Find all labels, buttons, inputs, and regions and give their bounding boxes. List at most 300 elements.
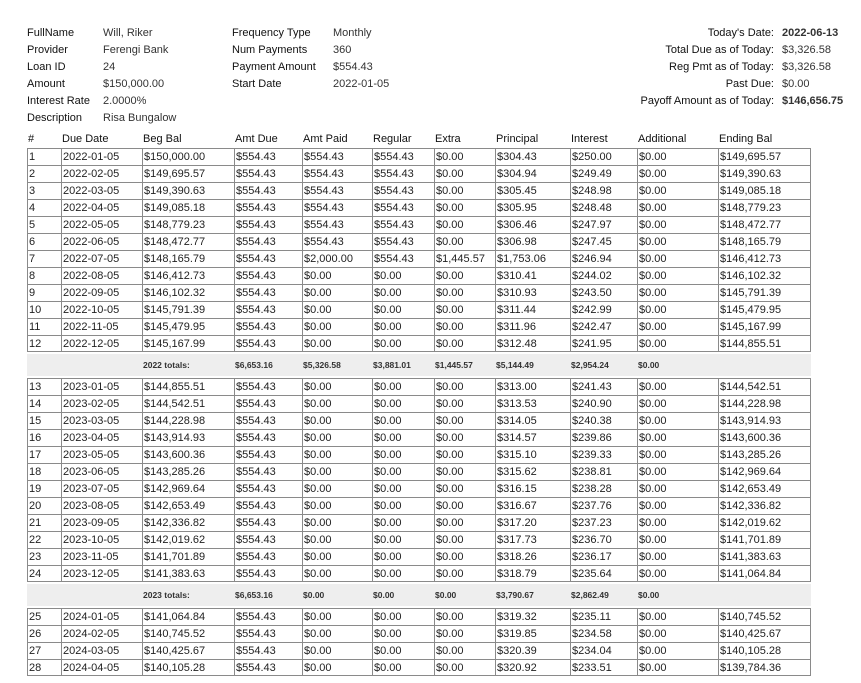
cell-beg-bal: $145,479.95 — [142, 318, 234, 335]
label-loan-id: Loan ID — [27, 61, 66, 73]
cell-num: 24 — [27, 565, 61, 582]
cell-amt-due: $554.43 — [234, 335, 302, 352]
cell-due-date: 2024-03-05 — [61, 642, 142, 659]
cell-num: 21 — [27, 514, 61, 531]
cell-beg-bal: $142,969.64 — [142, 480, 234, 497]
cell-regular: $0.00 — [372, 429, 434, 446]
table-row — [27, 497, 811, 514]
cell-ending-bal: $148,779.23 — [718, 199, 811, 216]
cell-extra: $0.00 — [434, 548, 495, 565]
cell-principal: $320.92 — [495, 659, 570, 676]
label-num-payments: Num Payments — [232, 44, 308, 56]
cell-extra: $0.00 — [434, 335, 495, 352]
cell-regular: $0.00 — [372, 463, 434, 480]
cell-due-date: 2023-09-05 — [61, 514, 142, 531]
cell-additional: $0.00 — [637, 335, 718, 352]
cell-ending-bal: $142,969.64 — [718, 463, 811, 480]
table-header-row — [27, 131, 811, 148]
table-row — [27, 412, 811, 429]
cell-num: 22 — [27, 531, 61, 548]
cell-regular: $554.43 — [372, 182, 434, 199]
cell-regular: $0.00 — [372, 548, 434, 565]
cell-principal: $317.20 — [495, 514, 570, 531]
header-beg-bal: Beg Bal — [143, 133, 182, 145]
value-full-name: Will, Riker — [103, 27, 153, 39]
cell-amt-paid: $0.00 — [302, 514, 372, 531]
header-extra: Extra — [435, 133, 461, 145]
cell-beg-bal: $141,701.89 — [142, 548, 234, 565]
cell-extra: $0.00 — [434, 608, 495, 625]
cell-amt-due: $554.43 — [234, 608, 302, 625]
cell-num: 18 — [27, 463, 61, 480]
cell-principal: $318.26 — [495, 548, 570, 565]
cell-amt-paid: $0.00 — [302, 531, 372, 548]
cell-amt-due: $554.43 — [234, 148, 302, 165]
header-additional: Additional — [638, 133, 687, 145]
cell-additional: $0.00 — [637, 480, 718, 497]
totals-value: $0.00 — [638, 590, 660, 600]
cell-extra: $0.00 — [434, 395, 495, 412]
cell-beg-bal: $142,336.82 — [142, 514, 234, 531]
cell-due-date: 2023-12-05 — [61, 565, 142, 582]
cell-regular: $554.43 — [372, 250, 434, 267]
cell-extra: $0.00 — [434, 284, 495, 301]
cell-amt-paid: $0.00 — [302, 395, 372, 412]
cell-interest: $247.97 — [570, 216, 637, 233]
cell-beg-bal: $142,019.62 — [142, 531, 234, 548]
cell-extra: $0.00 — [434, 267, 495, 284]
table-row — [27, 318, 811, 335]
cell-beg-bal: $145,791.39 — [142, 301, 234, 318]
cell-beg-bal: $144,228.98 — [142, 412, 234, 429]
cell-num: 26 — [27, 625, 61, 642]
cell-extra: $1,445.57 — [434, 250, 495, 267]
cell-beg-bal: $141,383.63 — [142, 565, 234, 582]
cell-due-date: 2022-06-05 — [61, 233, 142, 250]
cell-amt-due: $554.43 — [234, 301, 302, 318]
cell-ending-bal: $145,791.39 — [718, 284, 811, 301]
totals-value: $5,326.58 — [303, 360, 341, 370]
cell-extra: $0.00 — [434, 531, 495, 548]
cell-additional: $0.00 — [637, 565, 718, 582]
cell-ending-bal: $145,167.99 — [718, 318, 811, 335]
cell-ending-bal: $142,019.62 — [718, 514, 811, 531]
cell-amt-paid: $0.00 — [302, 335, 372, 352]
cell-interest: $234.58 — [570, 625, 637, 642]
cell-extra: $0.00 — [434, 165, 495, 182]
cell-amt-due: $554.43 — [234, 412, 302, 429]
cell-additional: $0.00 — [637, 608, 718, 625]
cell-amt-paid: $0.00 — [302, 497, 372, 514]
cell-ending-bal: $149,085.18 — [718, 182, 811, 199]
cell-extra: $0.00 — [434, 463, 495, 480]
cell-ending-bal: $142,336.82 — [718, 497, 811, 514]
cell-principal: $315.10 — [495, 446, 570, 463]
cell-due-date: 2022-12-05 — [61, 335, 142, 352]
cell-beg-bal: $144,855.51 — [142, 378, 234, 395]
label-start-date: Start Date — [232, 78, 282, 90]
cell-additional: $0.00 — [637, 625, 718, 642]
cell-additional: $0.00 — [637, 514, 718, 531]
table-row — [27, 463, 811, 480]
cell-num: 28 — [27, 659, 61, 676]
totals-label: 2022 totals: — [143, 360, 190, 370]
cell-regular: $0.00 — [372, 480, 434, 497]
cell-beg-bal: $146,102.32 — [142, 284, 234, 301]
cell-beg-bal: $146,412.73 — [142, 267, 234, 284]
totals-label: 2023 totals: — [143, 590, 190, 600]
cell-principal: $314.05 — [495, 412, 570, 429]
cell-ending-bal: $144,228.98 — [718, 395, 811, 412]
table-row — [27, 565, 811, 582]
totals-value: $6,653.16 — [235, 590, 273, 600]
cell-beg-bal: $142,653.49 — [142, 497, 234, 514]
cell-amt-paid: $0.00 — [302, 412, 372, 429]
value-todays-date: 2022-06-13 — [782, 27, 839, 39]
cell-due-date: 2022-05-05 — [61, 216, 142, 233]
cell-interest: $234.04 — [570, 642, 637, 659]
cell-regular: $0.00 — [372, 497, 434, 514]
cell-interest: $240.38 — [570, 412, 637, 429]
cell-ending-bal: $143,914.93 — [718, 412, 811, 429]
cell-principal: $316.15 — [495, 480, 570, 497]
cell-additional: $0.00 — [637, 301, 718, 318]
cell-beg-bal: $141,064.84 — [142, 608, 234, 625]
cell-interest: $235.11 — [570, 608, 637, 625]
cell-due-date: 2023-02-05 — [61, 395, 142, 412]
value-description: Risa Bungalow — [103, 112, 177, 124]
cell-regular: $554.43 — [372, 165, 434, 182]
cell-extra: $0.00 — [434, 497, 495, 514]
header-ending-bal: Ending Bal — [719, 133, 773, 145]
table-row — [27, 642, 811, 659]
cell-principal: $310.41 — [495, 267, 570, 284]
cell-num: 7 — [27, 250, 61, 267]
cell-beg-bal: $149,695.57 — [142, 165, 234, 182]
cell-due-date: 2023-08-05 — [61, 497, 142, 514]
cell-extra: $0.00 — [434, 642, 495, 659]
cell-amt-due: $554.43 — [234, 250, 302, 267]
cell-additional: $0.00 — [637, 318, 718, 335]
cell-amt-paid: $0.00 — [302, 301, 372, 318]
cell-due-date: 2022-10-05 — [61, 301, 142, 318]
cell-additional: $0.00 — [637, 182, 718, 199]
cell-beg-bal: $148,165.79 — [142, 250, 234, 267]
cell-regular: $0.00 — [372, 412, 434, 429]
cell-amt-due: $554.43 — [234, 395, 302, 412]
cell-extra: $0.00 — [434, 378, 495, 395]
cell-regular: $554.43 — [372, 199, 434, 216]
table-row — [27, 284, 811, 301]
cell-beg-bal: $144,542.51 — [142, 395, 234, 412]
cell-principal: $306.98 — [495, 233, 570, 250]
label-provider: Provider — [27, 44, 68, 56]
cell-regular: $0.00 — [372, 267, 434, 284]
totals-value: $3,881.01 — [373, 360, 411, 370]
label-amount: Amount — [27, 78, 65, 90]
header-amt-paid: Amt Paid — [303, 133, 348, 145]
cell-interest: $241.95 — [570, 335, 637, 352]
cell-interest: $242.99 — [570, 301, 637, 318]
cell-regular: $554.43 — [372, 233, 434, 250]
value-total-due: $3,326.58 — [782, 44, 831, 56]
cell-due-date: 2023-11-05 — [61, 548, 142, 565]
cell-interest: $239.86 — [570, 429, 637, 446]
cell-beg-bal: $143,914.93 — [142, 429, 234, 446]
label-payment-amount: Payment Amount — [232, 61, 316, 73]
header-interest: Interest — [571, 133, 608, 145]
cell-additional: $0.00 — [637, 233, 718, 250]
cell-extra: $0.00 — [434, 318, 495, 335]
table-row — [27, 480, 811, 497]
cell-additional: $0.00 — [637, 463, 718, 480]
cell-amt-due: $554.43 — [234, 642, 302, 659]
cell-ending-bal: $146,412.73 — [718, 250, 811, 267]
label-total-due: Total Due as of Today: — [665, 44, 774, 56]
cell-ending-bal: $140,105.28 — [718, 642, 811, 659]
cell-extra: $0.00 — [434, 233, 495, 250]
cell-ending-bal: $148,472.77 — [718, 216, 811, 233]
cell-interest: $233.51 — [570, 659, 637, 676]
value-provider: Ferengi Bank — [103, 44, 169, 56]
label-full-name: FullName — [27, 27, 75, 39]
cell-due-date: 2023-01-05 — [61, 378, 142, 395]
label-interest-rate: Interest Rate — [27, 95, 90, 107]
cell-num: 15 — [27, 412, 61, 429]
cell-interest: $238.28 — [570, 480, 637, 497]
cell-due-date: 2023-03-05 — [61, 412, 142, 429]
cell-amt-paid: $554.43 — [302, 182, 372, 199]
cell-amt-due: $554.43 — [234, 267, 302, 284]
cell-principal: $313.53 — [495, 395, 570, 412]
cell-interest: $240.90 — [570, 395, 637, 412]
cell-interest: $237.23 — [570, 514, 637, 531]
totals-value: $0.00 — [435, 590, 457, 600]
cell-amt-paid: $554.43 — [302, 199, 372, 216]
cell-interest: $250.00 — [570, 148, 637, 165]
cell-additional: $0.00 — [637, 429, 718, 446]
cell-principal: $305.45 — [495, 182, 570, 199]
cell-num: 4 — [27, 199, 61, 216]
cell-num: 12 — [27, 335, 61, 352]
cell-interest: $243.50 — [570, 284, 637, 301]
totals-value: $1,445.57 — [435, 360, 473, 370]
cell-due-date: 2022-07-05 — [61, 250, 142, 267]
table-row — [27, 514, 811, 531]
cell-interest: $236.70 — [570, 531, 637, 548]
cell-amt-paid: $0.00 — [302, 318, 372, 335]
cell-due-date: 2022-04-05 — [61, 199, 142, 216]
cell-additional: $0.00 — [637, 412, 718, 429]
cell-due-date: 2023-07-05 — [61, 480, 142, 497]
table-row — [27, 267, 811, 284]
cell-extra: $0.00 — [434, 446, 495, 463]
cell-principal: $320.39 — [495, 642, 570, 659]
cell-regular: $554.43 — [372, 216, 434, 233]
table-row — [27, 446, 811, 463]
totals-row — [27, 584, 811, 606]
cell-regular: $0.00 — [372, 565, 434, 582]
cell-additional: $0.00 — [637, 267, 718, 284]
cell-principal: $1,753.06 — [495, 250, 570, 267]
cell-due-date: 2022-08-05 — [61, 267, 142, 284]
cell-num: 25 — [27, 608, 61, 625]
cell-amt-paid: $0.00 — [302, 608, 372, 625]
cell-amt-due: $554.43 — [234, 378, 302, 395]
table-row — [27, 148, 811, 165]
cell-additional: $0.00 — [637, 250, 718, 267]
cell-regular: $0.00 — [372, 608, 434, 625]
cell-num: 2 — [27, 165, 61, 182]
cell-beg-bal: $140,425.67 — [142, 642, 234, 659]
cell-interest: $241.43 — [570, 378, 637, 395]
cell-additional: $0.00 — [637, 216, 718, 233]
cell-principal: $304.43 — [495, 148, 570, 165]
cell-due-date: 2023-06-05 — [61, 463, 142, 480]
cell-ending-bal: $142,653.49 — [718, 480, 811, 497]
cell-principal: $318.79 — [495, 565, 570, 582]
cell-amt-due: $554.43 — [234, 480, 302, 497]
table-row — [27, 199, 811, 216]
cell-ending-bal: $141,701.89 — [718, 531, 811, 548]
cell-interest: $246.94 — [570, 250, 637, 267]
cell-additional: $0.00 — [637, 148, 718, 165]
cell-interest: $244.02 — [570, 267, 637, 284]
label-frequency-type: Frequency Type — [232, 27, 311, 39]
label-reg-pmt: Reg Pmt as of Today: — [669, 61, 774, 73]
cell-num: 14 — [27, 395, 61, 412]
cell-additional: $0.00 — [637, 165, 718, 182]
cell-extra: $0.00 — [434, 301, 495, 318]
cell-beg-bal: $148,779.23 — [142, 216, 234, 233]
cell-principal: $319.32 — [495, 608, 570, 625]
table-row — [27, 216, 811, 233]
totals-value: $2,862.49 — [571, 590, 609, 600]
cell-num: 6 — [27, 233, 61, 250]
cell-amt-paid: $0.00 — [302, 625, 372, 642]
value-loan-id: 24 — [103, 61, 116, 73]
header-principal: Principal — [496, 133, 539, 145]
cell-due-date: 2023-10-05 — [61, 531, 142, 548]
cell-due-date: 2024-01-05 — [61, 608, 142, 625]
cell-amt-due: $554.43 — [234, 318, 302, 335]
cell-extra: $0.00 — [434, 514, 495, 531]
cell-interest: $242.47 — [570, 318, 637, 335]
cell-num: 10 — [27, 301, 61, 318]
cell-due-date: 2022-01-05 — [61, 148, 142, 165]
cell-extra: $0.00 — [434, 182, 495, 199]
cell-interest: $248.48 — [570, 199, 637, 216]
cell-amt-due: $554.43 — [234, 182, 302, 199]
totals-value: $5,144.49 — [496, 360, 534, 370]
table-row — [27, 182, 811, 199]
label-description: Description — [27, 112, 83, 124]
cell-amt-paid: $554.43 — [302, 233, 372, 250]
cell-beg-bal: $148,472.77 — [142, 233, 234, 250]
cell-due-date: 2023-05-05 — [61, 446, 142, 463]
cell-beg-bal: $149,390.63 — [142, 182, 234, 199]
cell-regular: $0.00 — [372, 642, 434, 659]
table-row — [27, 233, 811, 250]
table-row — [27, 625, 811, 642]
cell-extra: $0.00 — [434, 659, 495, 676]
header-due-date: Due Date — [62, 133, 109, 145]
table-row — [27, 659, 811, 676]
cell-ending-bal: $143,285.26 — [718, 446, 811, 463]
cell-extra: $0.00 — [434, 565, 495, 582]
cell-amt-paid: $0.00 — [302, 480, 372, 497]
cell-ending-bal: $141,064.84 — [718, 565, 811, 582]
cell-amt-due: $554.43 — [234, 463, 302, 480]
value-reg-pmt: $3,326.58 — [782, 61, 831, 73]
table-row — [27, 548, 811, 565]
value-frequency-type: Monthly — [333, 27, 372, 39]
cell-interest: $247.45 — [570, 233, 637, 250]
cell-interest: $248.98 — [570, 182, 637, 199]
totals-value: $0.00 — [303, 590, 325, 600]
label-todays-date: Today's Date: — [707, 27, 774, 39]
cell-additional: $0.00 — [637, 642, 718, 659]
cell-additional: $0.00 — [637, 378, 718, 395]
cell-due-date: 2022-11-05 — [61, 318, 142, 335]
cell-num: 11 — [27, 318, 61, 335]
cell-due-date: 2024-04-05 — [61, 659, 142, 676]
cell-amt-due: $554.43 — [234, 659, 302, 676]
value-interest-rate: 2.0000% — [103, 95, 147, 107]
cell-regular: $0.00 — [372, 318, 434, 335]
cell-due-date: 2022-03-05 — [61, 182, 142, 199]
cell-regular: $0.00 — [372, 531, 434, 548]
cell-num: 1 — [27, 148, 61, 165]
cell-principal: $314.57 — [495, 429, 570, 446]
table-row — [27, 335, 811, 352]
totals-value: $0.00 — [373, 590, 395, 600]
cell-ending-bal: $149,390.63 — [718, 165, 811, 182]
cell-amt-paid: $0.00 — [302, 446, 372, 463]
cell-amt-due: $554.43 — [234, 514, 302, 531]
cell-regular: $0.00 — [372, 514, 434, 531]
cell-amt-paid: $0.00 — [302, 659, 372, 676]
cell-amt-due: $554.43 — [234, 199, 302, 216]
cell-principal: $305.95 — [495, 199, 570, 216]
cell-additional: $0.00 — [637, 531, 718, 548]
cell-ending-bal: $148,165.79 — [718, 233, 811, 250]
cell-extra: $0.00 — [434, 216, 495, 233]
cell-num: 8 — [27, 267, 61, 284]
cell-amt-paid: $0.00 — [302, 284, 372, 301]
cell-amt-paid: $554.43 — [302, 148, 372, 165]
totals-value: $2,954.24 — [571, 360, 609, 370]
cell-ending-bal: $145,479.95 — [718, 301, 811, 318]
value-start-date: 2022-01-05 — [333, 78, 390, 90]
cell-ending-bal: $141,383.63 — [718, 548, 811, 565]
cell-due-date: 2023-04-05 — [61, 429, 142, 446]
cell-interest: $237.76 — [570, 497, 637, 514]
cell-ending-bal: $144,542.51 — [718, 378, 811, 395]
cell-additional: $0.00 — [637, 395, 718, 412]
cell-amt-due: $554.43 — [234, 497, 302, 514]
cell-additional: $0.00 — [637, 548, 718, 565]
cell-regular: $0.00 — [372, 284, 434, 301]
cell-amt-paid: $554.43 — [302, 165, 372, 182]
value-payoff: $146,656.75 — [782, 95, 844, 107]
table-row — [27, 395, 811, 412]
cell-amt-paid: $0.00 — [302, 378, 372, 395]
cell-num: 23 — [27, 548, 61, 565]
cell-ending-bal: $139,784.36 — [718, 659, 811, 676]
cell-principal: $317.73 — [495, 531, 570, 548]
cell-num: 19 — [27, 480, 61, 497]
